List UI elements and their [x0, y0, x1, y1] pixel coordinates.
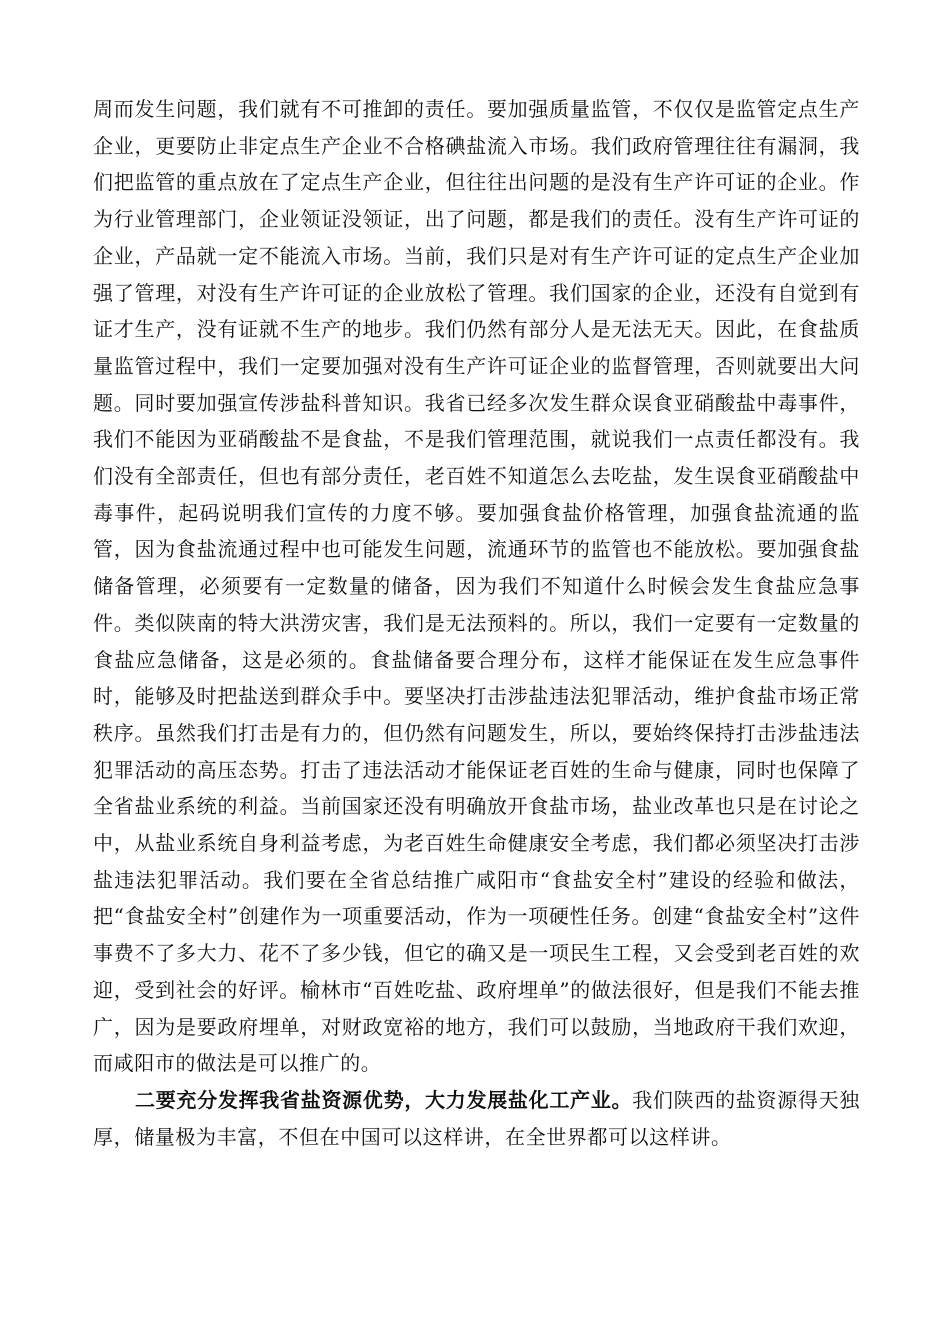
- document-page: [93, 91, 860, 1271]
- paragraph-heading-bold: 二要充分发挥我省盐资源优势，大力发展盐化工产业。: [135, 1087, 633, 1112]
- paragraph-text: 周而发生问题，我们就有不可推卸的责任。要加强质量监管，不仅仅是监管定点生产企业，更要防止非定点生产企业不合格碘盐流入市场。我们政府管理往往有漏洞，我们把监管的重点放在了定点生产企业，但往往出问题的是没有生产许可证的企业。作为行业管理部门，企业领证没领证，出了问题，都是我们的责任。没有生产许可证的企业，产品就一定不能流入市场。当前，我们只是对有生产许可证的定点生产企业加强了管理，对没有生产许可证的企业放松了管理。我们国家的企业，还没有自觉到有证才生产，没有证就不生产的地步。我们仍然有部分人是无法无天。因此，在食盐质量监管过程中，我们一定要加强对没有生产许可证企业的监督管理，否则就要出大问题。同时要加强宣传涉盐科普知识。我省已经多次发生群众误食亚硝酸盐中毒事件，我们不能因为亚硝酸盐不是食盐，不是我们管理范围，就说我们一点责任都没有。我们没有全部责任，但也有部分责任，老百姓不知道怎么去吃盐，发生误食亚硝酸盐中毒事件，起码说明我们宣传的力度不够。要加强食盐价格管理，加强食盐流通的监管，因为食盐流通过程中也可能发生问题，流通环节的监管也不能放松。要加强食盐储备管理，必须要有一定数量的储备，因为我们不知道什么时候会发生食盐应急事件。类似陕南的特大洪涝灾害，我们是无法预料的。所以，我们一定要有一定数量的食盐应急储备，这是必须的。食盐储备要合理分布，这样才能保证在发生应急事件时，能够及时把盐送到群众手中。要坚决打击涉盐违法犯罪活动，维护食盐市场正常秩序。虽然我们打击是有力的，但仍然有问题发生，所以，要始终保持打击涉盐违法犯罪活动的高压态势。打击了违法活动才能保证老百姓的生命与健康，同时也保障了全省盐业系统的利益。当前国家还没有明确放开食盐市场，盐业改革也只是在讨论之中，从盐业系统自身利益考虑，为老百姓生命健康安全考虑，我们都必须坚决打击涉盐违法犯罪活动。我们要在全省总结推广咸阳市“食盐安全村”建设的经验和做法，把“食盐安全村”创建作为一项重要活动，作为一项硬性任务。创建“食盐安全村”这件事费不了多大力、花不了多少钱，但它的确又是一项民生工程，又会受到老百姓的欢迎，受到社会的好评。榆林市“百姓吃盐、政府埋单”的做法很好，但是我们不能去推广，因为是要政府埋单，对财政宽裕的地方，我们可以鼓励，当地政府干我们欢迎，而咸阳市的做法是可以推广的。: [93, 97, 860, 1076]
- paragraph-text: 我们陕西的盐资源得天独厚，储量极为丰富，不但在中国可以这样讲，在全世界都可以这样讲。: [93, 1087, 860, 1149]
- paragraph-continuation: [93, 91, 860, 1082]
- paragraph-salt-chemical-industry: [93, 1082, 860, 1155]
